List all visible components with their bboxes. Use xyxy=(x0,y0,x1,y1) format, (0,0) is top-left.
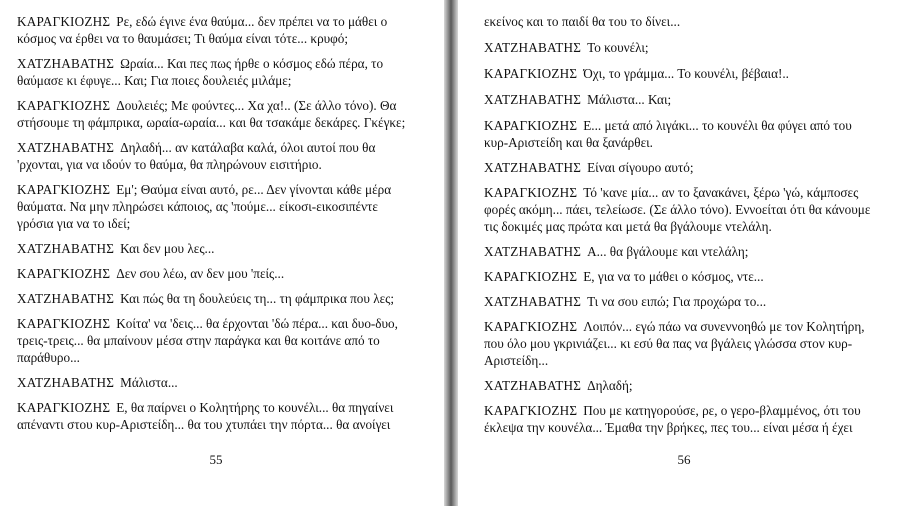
speaker-name: ΧΑΤΖΗΑΒΑΤΗΣ xyxy=(484,40,582,55)
speech-line xyxy=(17,333,380,349)
speech-text: που όλο μου γκρινιάζει... κι εσύ θα πας να βγάλεις γλώσσα στον κυρ- xyxy=(484,336,853,351)
speech-text: Δεν σου λέω, αν δεν μου 'πείς... xyxy=(116,266,285,281)
speech-text: κόσμος να έρθει να το θαυμάσει; Τι θαύμα είναι τότε... κρυφό; xyxy=(17,31,349,46)
speech-line xyxy=(484,219,772,235)
speaker-name: ΚΑΡΑΓΚΙΟΖΗΣ xyxy=(17,98,111,113)
speech-line xyxy=(17,216,130,232)
speech-text: Και πώς θα τη δουλεύεις τη... τη φάμπρικα που λες; xyxy=(120,291,395,306)
speech-line xyxy=(17,350,80,366)
speech-text: Τι να σου ειπώ; Για προχώρα το... xyxy=(587,294,767,309)
speech-text: Δουλειές; Με φούντες... Χα χα!.. (Σε άλλο τόνο). Θα xyxy=(116,98,397,113)
speaker-name: ΧΑΤΖΗΑΒΑΤΗΣ xyxy=(17,375,115,390)
speech-line xyxy=(484,353,548,369)
speech-text: Μάλιστα... Και; xyxy=(587,92,672,107)
speaker-name: ΧΑΤΖΗΑΒΑΤΗΣ xyxy=(17,241,115,256)
speech-text: Α... θα βγάλουμε και ντελάλη; xyxy=(587,244,749,259)
speech-text: Που με κατηγορούσε, ρε, ο γερο-βλαμμένος, ότι του xyxy=(583,403,861,418)
speech-line xyxy=(484,269,764,285)
speech-text: Όχι, το γράμμα... Το κουνέλι, βέβαια!.. xyxy=(583,66,789,81)
book-gutter xyxy=(444,0,458,506)
speech-line xyxy=(484,185,858,201)
speech-text: κυρ-Αριστείδη και θα ξανάρθει. xyxy=(484,135,653,150)
speech-line xyxy=(484,92,671,108)
speech-line xyxy=(17,140,375,156)
speech-text: Δηλαδή... αν κατάλαβα καλά, όλοι αυτοί που θα xyxy=(120,140,376,155)
speech-line xyxy=(17,157,322,173)
speech-text: γρόσια για να το ιδεί; xyxy=(17,216,131,231)
speech-line xyxy=(17,182,391,198)
speaker-name: ΧΑΤΖΗΑΒΑΤΗΣ xyxy=(484,92,582,107)
speech-text: θαύμασε κι έφυγε... Και; Για ποιες δουλειές μιλάμε; xyxy=(17,73,292,88)
speech-text: απέναντι στου κυρ-Αριστείδη... θα του χτυπάει την πόρτα... θα ανοίγει xyxy=(17,417,391,432)
speech-line xyxy=(17,400,393,416)
speech-text: Τό 'κανε μία... αν το ξανακάνει, ξέρω 'γώ, κάμποσες xyxy=(583,185,859,200)
speech-text: τις δοκιμές μας πρώτα και μετά θα βγάλουμε ντελάλη. xyxy=(484,219,772,234)
speaker-name: ΧΑΤΖΗΑΒΑΤΗΣ xyxy=(17,56,115,71)
speech-line xyxy=(17,14,387,30)
speech-line xyxy=(17,417,390,433)
speech-text: έκλεψα την κουνέλα... Έμαθα την βρήκες, πες του... είναι μέσα ή έχει xyxy=(484,420,853,435)
speech-text: Ε, θα παίρνει ο Κολητήρης το κουνέλι... θα πηγαίνει xyxy=(116,400,394,415)
speech-line xyxy=(484,66,789,82)
speech-line xyxy=(484,420,853,436)
speech-text: 'ρχονται, για να ιδούν το θαύμα, θα πληρώνουν εισιτήριο. xyxy=(17,157,322,172)
speech-line xyxy=(17,266,284,282)
speaker-name: ΚΑΡΑΓΚΙΟΖΗΣ xyxy=(484,185,578,200)
speech-text: Ρε, εδώ έγινε ένα θαύμα... δεν πρέπει να το μάθει ο xyxy=(116,14,388,29)
speaker-name: ΚΑΡΑΓΚΙΟΖΗΣ xyxy=(17,182,111,197)
speech-line xyxy=(484,202,870,218)
speaker-name: ΧΑΤΖΗΑΒΑΤΗΣ xyxy=(484,294,582,309)
speaker-name: ΚΑΡΑΓΚΙΟΖΗΣ xyxy=(17,316,111,331)
speech-line xyxy=(17,73,291,89)
speech-line xyxy=(17,375,178,391)
speech-line xyxy=(17,241,214,257)
speech-text: Ε, για να το μάθει ο κόσμος, ντε... xyxy=(583,269,764,284)
speech-line xyxy=(484,403,861,419)
speech-text: Είναι σίγουρο αυτό; xyxy=(587,160,694,175)
speech-line xyxy=(484,14,680,30)
speech-line xyxy=(484,378,633,394)
left-page xyxy=(0,0,444,506)
speech-text: Και δεν μου λες... xyxy=(120,241,215,256)
speech-text: Δηλαδή; xyxy=(587,378,633,393)
speech-text: Ε... μετά από λιγάκι... το κουνέλι θα φύγει από του xyxy=(583,118,852,133)
speech-line xyxy=(17,56,383,72)
speaker-name: ΧΑΤΖΗΑΒΑΤΗΣ xyxy=(17,291,115,306)
speaker-name: ΚΑΡΑΓΚΙΟΖΗΣ xyxy=(17,266,111,281)
speaker-name: ΚΑΡΑΓΚΙΟΖΗΣ xyxy=(484,118,578,133)
speaker-name: ΚΑΡΑΓΚΙΟΖΗΣ xyxy=(484,66,578,81)
speaker-name: ΧΑΤΖΗΑΒΑΤΗΣ xyxy=(484,160,582,175)
speaker-name: ΚΑΡΑΓΚΙΟΖΗΣ xyxy=(17,14,111,29)
speech-text: στήσουμε τη φάμπρικα, ωραία-ωραία... και θα τσακάμε δεκάρες. Γκέγκε; xyxy=(17,115,406,130)
speech-text: φορές ακόμη... πάει, τελείωσε. (Σε άλλο τόνο). Εννοείται ότι θα κάνουμε xyxy=(484,202,871,217)
speech-text: Μάλιστα... xyxy=(120,375,178,390)
speech-line xyxy=(484,118,852,134)
speaker-name: ΧΑΤΖΗΑΒΑΤΗΣ xyxy=(484,244,582,259)
speaker-name: ΧΑΤΖΗΑΒΑΤΗΣ xyxy=(17,140,115,155)
speech-line xyxy=(484,40,649,56)
speech-line xyxy=(17,115,405,131)
speaker-name: ΚΑΡΑΓΚΙΟΖΗΣ xyxy=(484,269,578,284)
page-number: 55 xyxy=(209,452,223,467)
speech-text: Το κουνέλι; xyxy=(587,40,649,55)
speaker-name: ΚΑΡΑΓΚΙΟΖΗΣ xyxy=(17,400,111,415)
speech-text: εκείνος και το παιδί θα του το δίνει... xyxy=(484,14,681,29)
speaker-name: ΧΑΤΖΗΑΒΑΤΗΣ xyxy=(484,378,582,393)
speech-text: Ωραία... Και πες πως ήρθε ο κόσμος εδώ πέρα, το xyxy=(120,56,384,71)
speech-line xyxy=(17,31,348,47)
speech-line xyxy=(484,336,852,352)
speech-text: τρεις-τρεις... θα μπαίνουν μέσα στην παράγκα και θα κοιτάνε από το xyxy=(17,333,380,348)
page-number: 56 xyxy=(677,452,691,467)
speech-text: Εμ'; Θαύμα είναι αυτό, ρε... Δεν γίνονται κάθε μέρα xyxy=(116,182,392,197)
speech-line xyxy=(484,294,766,310)
speech-line xyxy=(17,199,378,215)
speech-text: θαύματα. Να μην πληρώσει κάποιος, ας 'πούμε... είκοσι-εικοσιπέντε xyxy=(17,199,378,214)
speech-text: Λοιπόν... εγώ πάω να συνεννοηθώ με τον Κολητήρη, xyxy=(583,319,865,334)
speech-text: Αριστείδη... xyxy=(484,353,549,368)
speech-line xyxy=(484,160,694,176)
speech-line xyxy=(484,135,653,151)
speaker-name: ΚΑΡΑΓΚΙΟΖΗΣ xyxy=(484,319,578,334)
speech-text: Κοίτα' να 'δεις... θα έρχονται 'δώ πέρα... και δυο-δυο, xyxy=(116,316,398,331)
speech-line xyxy=(17,316,398,332)
speech-line xyxy=(17,98,396,114)
speech-line xyxy=(484,319,865,335)
speaker-name: ΚΑΡΑΓΚΙΟΖΗΣ xyxy=(484,403,578,418)
speech-text: παράθυρο... xyxy=(17,350,80,365)
speech-line xyxy=(484,244,748,260)
right-page xyxy=(458,0,901,506)
speech-line xyxy=(17,291,394,307)
